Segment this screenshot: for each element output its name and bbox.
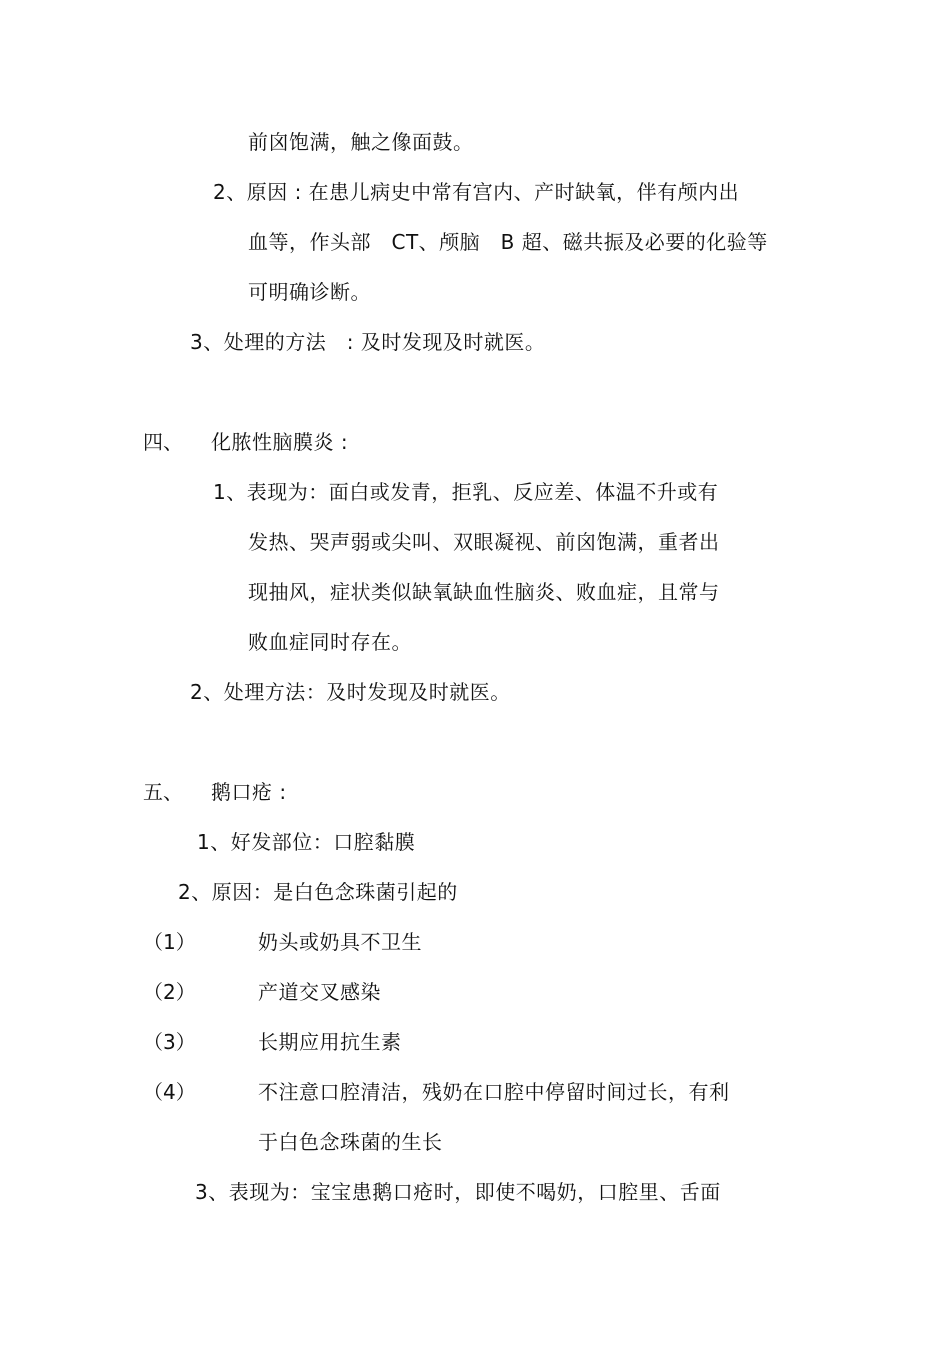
s3-item2-continuation-1: 血等，作头部 CT、颅脑 B 超、磁共振及必要的化验等	[248, 230, 768, 254]
s5-item1: 1、好发部位：口腔黏膜	[197, 830, 416, 854]
s5-sub3-text: 长期应用抗生素	[258, 1030, 402, 1054]
s3-item3: 3、处理的方法 : 及时发现及时就医。	[190, 330, 546, 354]
s5-item3: 3、表现为：宝宝患鹅口疮时，即使不喝奶，口腔里、舌面	[195, 1180, 721, 1204]
s5-sub1-number: （1）	[143, 930, 196, 954]
s3-item2-continuation-2: 可明确诊断。	[248, 280, 371, 304]
s5-sub4-continuation: 于白色念珠菌的生长	[258, 1130, 443, 1154]
s5-sub4-number: （4）	[143, 1080, 196, 1104]
s5-item2: 2、原因：是白色念珠菌引起的	[178, 880, 458, 904]
s4-item1-continuation-1: 发热、哭声弱或尖叫、双眼凝视、前囟饱满，重者出	[248, 530, 720, 554]
s4-item2: 2、处理方法：及时发现及时就医。	[190, 680, 511, 704]
s3-item1-continuation: 前囟饱满，触之像面鼓。	[248, 130, 474, 154]
s5-heading-number: 五、	[143, 780, 183, 804]
s4-item1-continuation-2: 现抽风，症状类似缺氧缺血性脑炎、败血症，且常与	[248, 580, 720, 604]
s4-heading-number: 四、	[143, 430, 183, 454]
s5-heading: 鹅口疮 :	[211, 780, 287, 804]
s4-item1-continuation-3: 败血症同时存在。	[248, 630, 412, 654]
s5-sub1-text: 奶头或奶具不卫生	[258, 930, 422, 954]
s5-sub3-number: （3）	[143, 1030, 196, 1054]
s4-item1: 1、表现为：面白或发青，拒乳、反应差、体温不升或有	[213, 480, 719, 504]
s5-sub4-text: 不注意口腔清洁，残奶在口腔中停留时间过长，有利	[258, 1080, 730, 1104]
s3-item2: 2、原因 : 在患儿病史中常有宫内、产时缺氧，伴有颅内出	[213, 180, 740, 204]
s4-heading: 化脓性脑膜炎 :	[211, 430, 349, 454]
s5-sub2-number: （2）	[143, 980, 196, 1004]
s5-sub2-text: 产道交叉感染	[258, 980, 381, 1004]
